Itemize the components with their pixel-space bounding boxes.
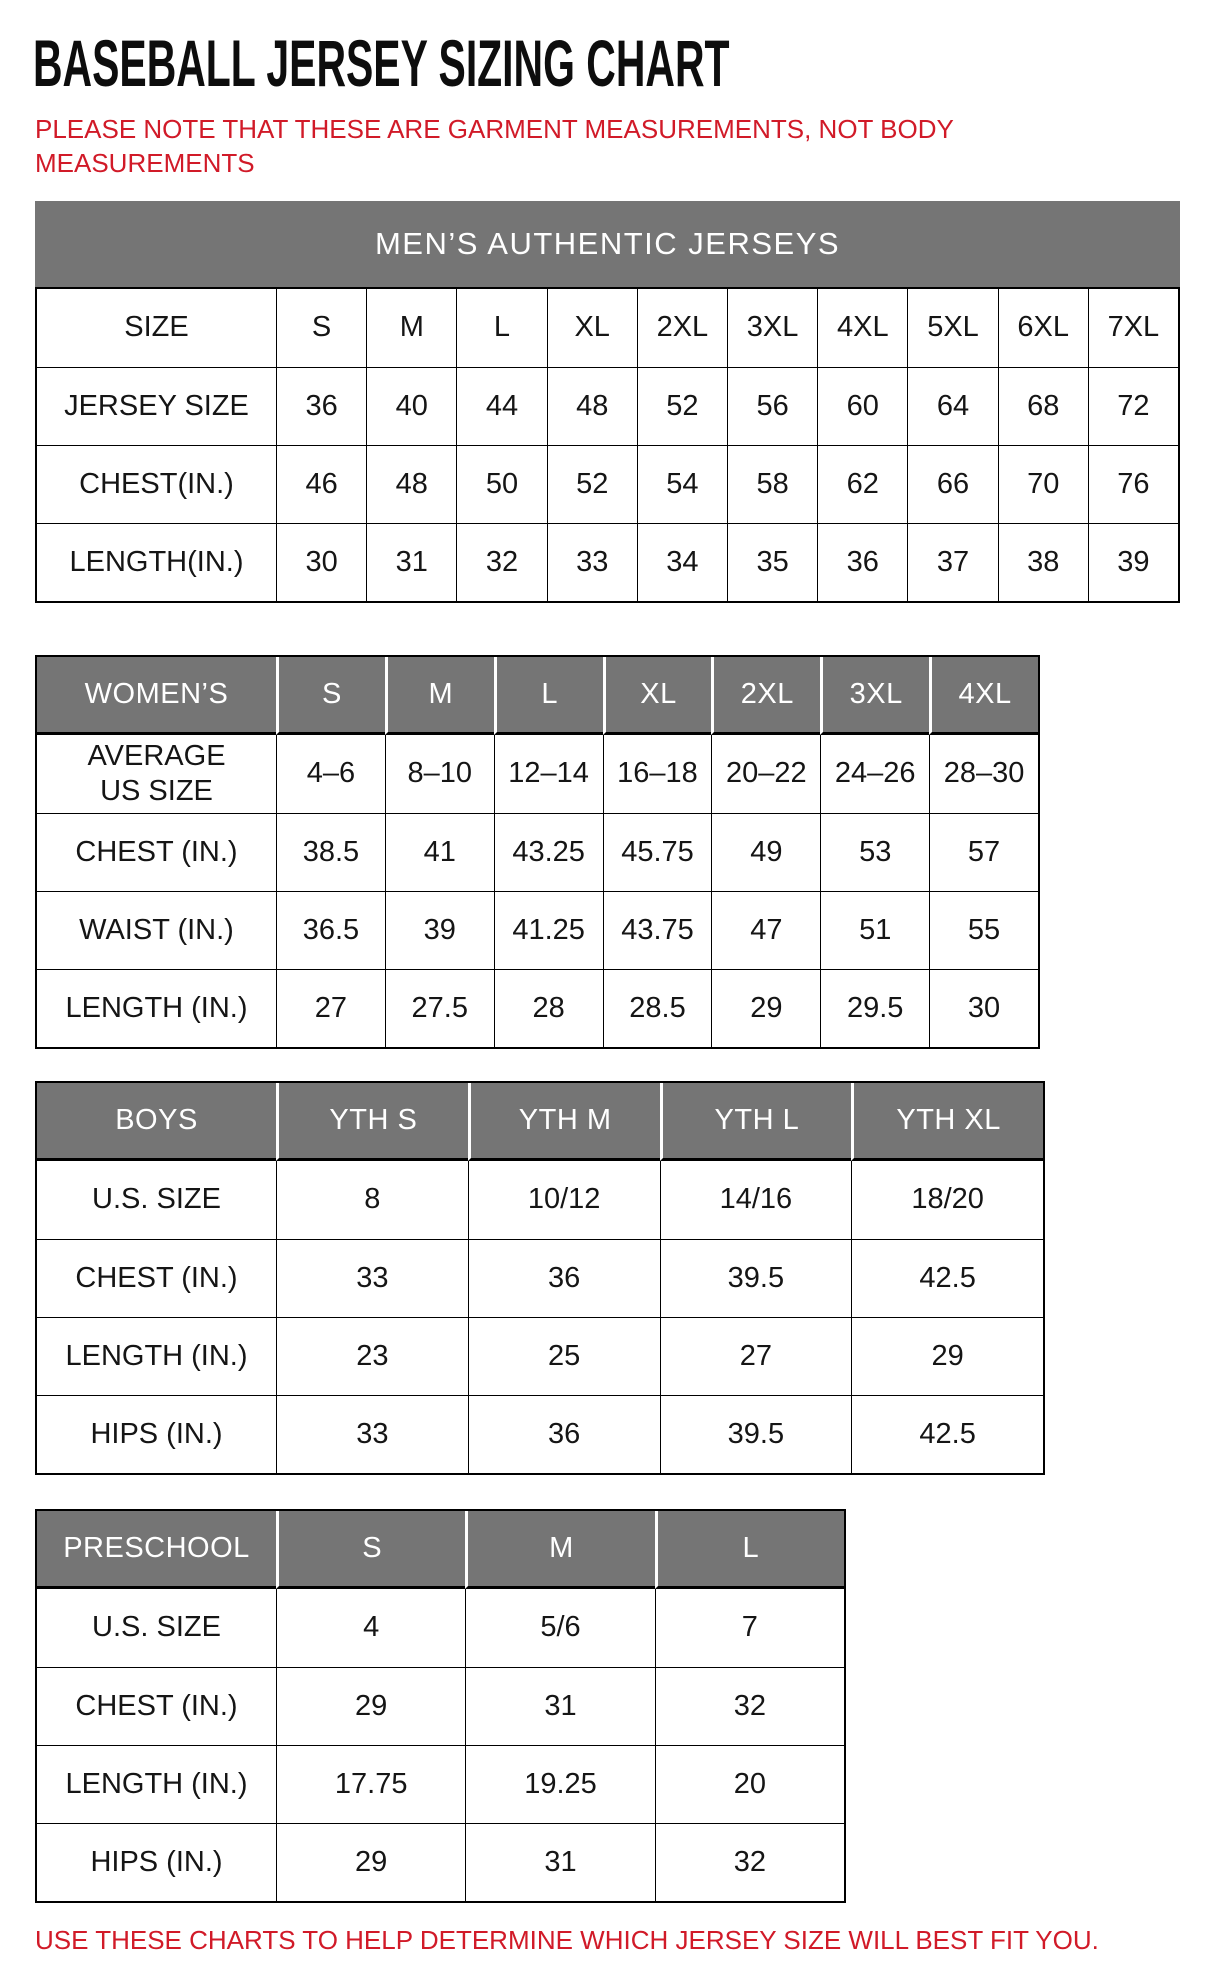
value-cell: 29 (851, 1317, 1043, 1395)
note-line-2: MEASUREMENTS (35, 148, 255, 179)
note-line-1: PLEASE NOTE THAT THESE ARE GARMENT MEASUREMENTS, NOT BODY (35, 114, 954, 144)
value-cell: 33 (276, 1239, 468, 1317)
row-label-cell: LENGTH(IN.) (37, 523, 276, 601)
value-cell: 32 (655, 1823, 844, 1901)
value-cell: 39.5 (660, 1395, 852, 1473)
column-header-cell: 7XL (1088, 289, 1178, 367)
footer-note: USE THESE CHARTS TO HELP DETERMINE WHICH JERSEY SIZE WILL BEST FIT YOU. (35, 1924, 1099, 1955)
value-cell: 27.5 (385, 969, 494, 1047)
value-cell: 56 (727, 367, 817, 445)
row-label-cell: HIPS (IN.) (37, 1395, 276, 1473)
row-label-cell: U.S. SIZE (92, 1183, 221, 1216)
column-header-cell: XL (547, 289, 637, 367)
value-cell: 17.75 (276, 1745, 465, 1823)
value-cell: 41.25 (494, 891, 603, 969)
value-cell: 30 (929, 969, 1038, 1047)
value-cell: 52 (637, 367, 727, 445)
value-cell: 35 (727, 523, 817, 601)
value-cell: 8 (276, 1161, 468, 1239)
value-cell: 28–30 (929, 735, 1038, 813)
column-header-cell: M (385, 657, 494, 735)
value-cell: 47 (711, 891, 820, 969)
value-cell: 39 (1088, 523, 1178, 601)
note-text (35, 112, 1035, 181)
value-cell: 34 (637, 523, 727, 601)
column-header-cell: 5XL (907, 289, 997, 367)
value-cell: 12–14 (494, 735, 603, 813)
value-cell: 52 (547, 445, 637, 523)
value-cell: 33 (547, 523, 637, 601)
value-cell: 49 (711, 813, 820, 891)
boys-table (35, 1081, 1045, 1475)
row-label-cell: LENGTH (IN.) (37, 1317, 276, 1395)
value-cell: 70 (998, 445, 1088, 523)
column-header-cell: S (276, 1511, 465, 1589)
column-header-cell: L (655, 1511, 844, 1589)
value-cell: 28 (494, 969, 603, 1047)
value-cell: 31 (465, 1823, 654, 1901)
value-cell: 32 (456, 523, 546, 601)
row-label-text: AVERAGE US SIZE (87, 740, 226, 807)
column-header-cell: YTH M (468, 1083, 660, 1161)
value-cell: 41 (385, 813, 494, 891)
mens-section (35, 201, 1220, 603)
row-label-cell: LENGTH (IN.) (37, 969, 276, 1047)
column-header-cell: YTH XL (851, 1083, 1043, 1161)
value-cell: 27 (276, 969, 385, 1047)
value-cell: 29 (711, 969, 820, 1047)
page-title: BASEBALL JERSEY SIZING CHART (33, 26, 730, 100)
value-cell: 30 (276, 523, 366, 601)
value-cell: 8–10 (385, 735, 494, 813)
value-cell: 46 (276, 445, 366, 523)
preschool-table (35, 1509, 846, 1903)
value-cell: 64 (907, 367, 997, 445)
mens-banner: MEN’S AUTHENTIC JERSEYS (35, 201, 1180, 287)
column-header-cell: YTH L (660, 1083, 852, 1161)
value-cell: 43.25 (494, 813, 603, 891)
row-label-cell: CHEST (IN.) (37, 813, 276, 891)
column-header-cell: 2XL (637, 289, 727, 367)
value-cell: 36 (468, 1239, 660, 1317)
value-cell: 29 (276, 1667, 465, 1745)
column-header-cell: XL (603, 657, 712, 735)
value-cell: 40 (366, 367, 456, 445)
value-cell: 36 (817, 523, 907, 601)
column-header-cell: YTH S (276, 1083, 468, 1161)
row-label-cell: JERSEY SIZE (37, 367, 276, 445)
value-cell: 29.5 (820, 969, 929, 1047)
column-header-cell: 4XL (817, 289, 907, 367)
value-cell: 19.25 (465, 1745, 654, 1823)
column-header-cell: L (456, 289, 546, 367)
value-cell: 50 (456, 445, 546, 523)
column-header-cell: M (366, 289, 456, 367)
value-cell: 20–22 (711, 735, 820, 813)
value-cell: 23 (276, 1317, 468, 1395)
column-header-cell: M (465, 1511, 654, 1589)
column-header-cell: S (276, 289, 366, 367)
value-cell: 58 (727, 445, 817, 523)
value-cell: 51 (820, 891, 929, 969)
value-cell: 36.5 (276, 891, 385, 969)
value-cell: 38 (998, 523, 1088, 601)
column-header-cell: L (494, 657, 603, 735)
value-cell: 38.5 (276, 813, 385, 891)
value-cell: 53 (820, 813, 929, 891)
value-cell: 4–6 (276, 735, 385, 813)
value-cell: 14/16 (660, 1161, 852, 1239)
value-cell: 10/12 (468, 1161, 660, 1239)
row-label-cell: CHEST(IN.) (37, 445, 276, 523)
value-cell: 33 (276, 1395, 468, 1473)
value-cell: 54 (637, 445, 727, 523)
value-cell: 57 (929, 813, 1038, 891)
value-cell: 5/6 (465, 1589, 654, 1667)
value-cell: 24–26 (820, 735, 929, 813)
value-cell: 42.5 (851, 1239, 1043, 1317)
column-header-cell: 3XL (727, 289, 817, 367)
row-label-cell: HIPS (IN.) (37, 1823, 276, 1901)
row-label-cell: LENGTH (IN.) (37, 1745, 276, 1823)
value-cell: 36 (276, 367, 366, 445)
value-cell: 39.5 (660, 1239, 852, 1317)
value-cell: 37 (907, 523, 997, 601)
row-label-cell: CHEST (IN.) (37, 1239, 276, 1317)
value-cell: 29 (276, 1823, 465, 1901)
value-cell: 27 (660, 1317, 852, 1395)
value-cell: 45.75 (603, 813, 712, 891)
value-cell: 48 (547, 367, 637, 445)
row-label-cell: U.S. SIZE (92, 1611, 221, 1644)
value-cell: 32 (655, 1667, 844, 1745)
value-cell: 44 (456, 367, 546, 445)
womens-table (35, 655, 1040, 1049)
row-label-cell: WAIST (IN.) (37, 891, 276, 969)
value-cell: 31 (465, 1667, 654, 1745)
value-cell: 62 (817, 445, 907, 523)
value-cell: 16–18 (603, 735, 712, 813)
value-cell: 43.75 (603, 891, 712, 969)
column-header-cell: 6XL (998, 289, 1088, 367)
value-cell: 36 (468, 1395, 660, 1473)
value-cell: 18/20 (851, 1161, 1043, 1239)
value-cell: 48 (366, 445, 456, 523)
row-label-cell (37, 735, 276, 813)
column-header-cell: S (276, 657, 385, 735)
column-header-cell: PRESCHOOL (37, 1511, 276, 1589)
column-header-cell: SIZE (124, 311, 189, 344)
column-header-cell: BOYS (37, 1083, 276, 1161)
value-cell: 68 (998, 367, 1088, 445)
value-cell: 7 (655, 1589, 844, 1667)
value-cell: 25 (468, 1317, 660, 1395)
column-header-cell: WOMEN’S (37, 657, 276, 735)
column-header-cell: 3XL (820, 657, 929, 735)
value-cell: 28.5 (603, 969, 712, 1047)
value-cell: 55 (929, 891, 1038, 969)
value-cell: 72 (1088, 367, 1178, 445)
value-cell: 39 (385, 891, 494, 969)
column-header-cell: 2XL (711, 657, 820, 735)
mens-table (35, 287, 1180, 603)
value-cell: 60 (817, 367, 907, 445)
value-cell: 4 (276, 1589, 465, 1667)
column-header-cell: 4XL (929, 657, 1038, 735)
value-cell: 42.5 (851, 1395, 1043, 1473)
value-cell: 20 (655, 1745, 844, 1823)
row-label-cell: CHEST (IN.) (37, 1667, 276, 1745)
value-cell: 76 (1088, 445, 1178, 523)
value-cell: 31 (366, 523, 456, 601)
value-cell: 66 (907, 445, 997, 523)
